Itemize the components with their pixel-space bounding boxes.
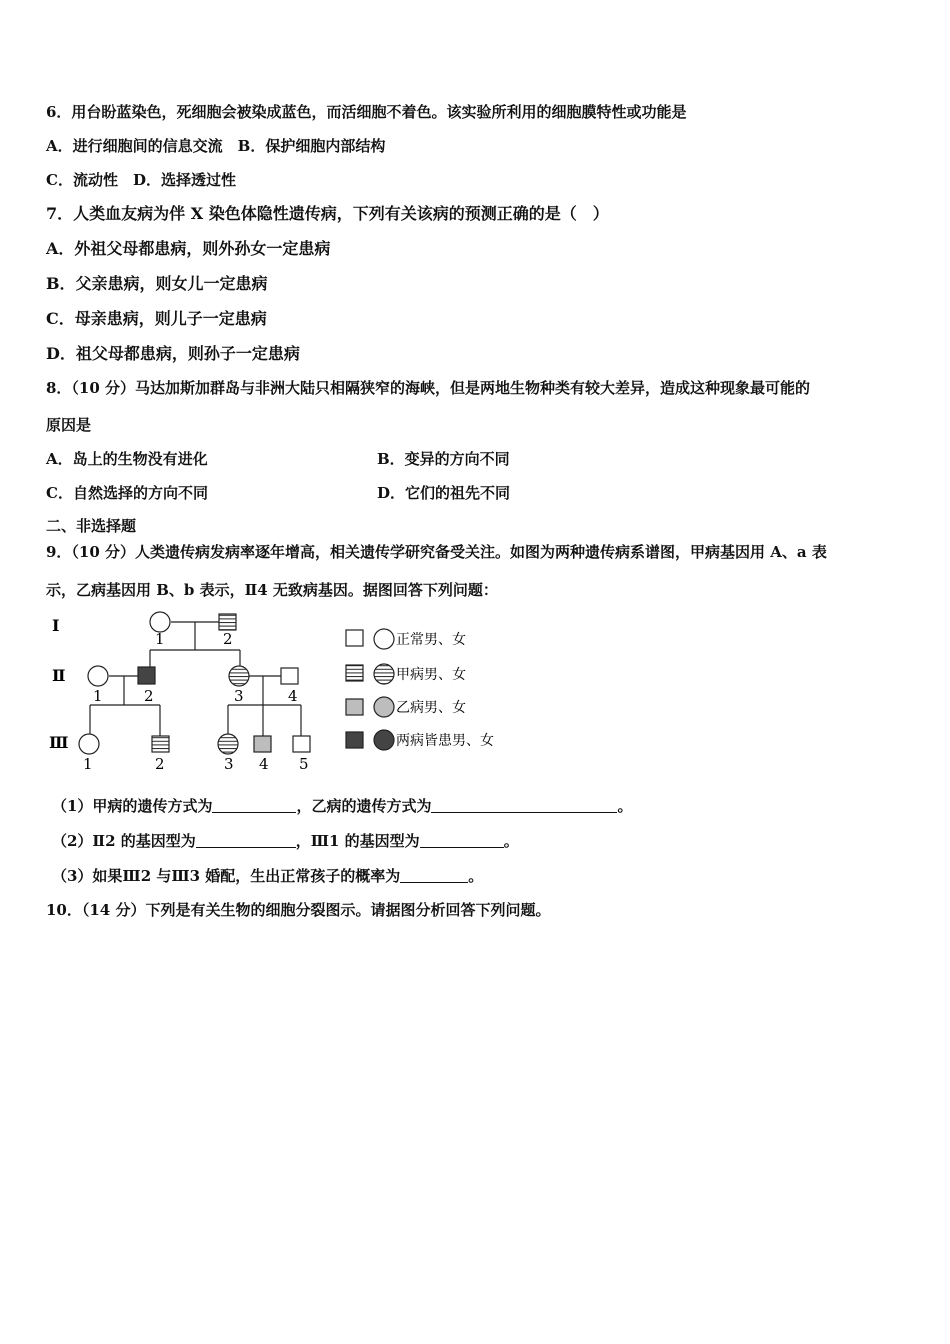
q9-stem-line2: 示，乙病基因用 B、b 表示，Ⅱ4 无致病基因。据图回答下列问题： <box>46 581 498 599</box>
q6-options-cd: C．流动性 D．选择透过性 <box>46 171 236 189</box>
q8-stem-line2: 原因是 <box>46 416 92 434</box>
legend-normal-label: 正常男、女 <box>396 632 466 648</box>
gen1-number-1: 1 <box>155 630 165 648</box>
gen3-male-5 <box>293 736 310 752</box>
q9-sub1 <box>52 796 632 816</box>
gen2-number-1: 1 <box>93 687 103 705</box>
q8-option-a: A．岛上的生物没有进化 <box>46 450 208 468</box>
legend-yi-male <box>346 699 363 715</box>
q10-stem: 10．（14 分）下列是有关生物的细胞分裂图示。请据图分析回答下列问题。 <box>46 901 551 919</box>
q8-option-b: B．变异的方向不同 <box>377 450 510 468</box>
q9-sub3 <box>52 866 483 886</box>
q9-sub2-part-a: （2）Ⅱ2 的基因型为 <box>52 832 196 850</box>
q8-stem-line1: 8．（10 分）马达加斯加群岛与非洲大陆只相隔狭窄的海峡，但是两地生物种类有较大差异，造成这种现象最可能的 <box>46 379 811 397</box>
gen3-number-2: 2 <box>155 755 165 773</box>
gen3-male-2 <box>152 736 169 752</box>
answer-blank-5[interactable] <box>400 867 468 883</box>
q9-sub1-part-a: （1）甲病的遗传方式为 <box>52 797 213 815</box>
legend-both-male <box>346 732 363 748</box>
gen1-male-2 <box>219 614 236 630</box>
q7-option-a: A．外祖父母都患病，则外孙女一定患病 <box>46 239 331 258</box>
gen2-number-2: 2 <box>144 687 154 705</box>
pedigree-lines <box>90 622 301 736</box>
q9-sub3-part-b: 。 <box>468 867 484 885</box>
legend-yi-female <box>374 697 394 717</box>
q9-sub2-part-c: 。 <box>503 832 519 850</box>
q8-option-c: C．自然选择的方向不同 <box>46 484 208 502</box>
gen3-number-1: 1 <box>83 755 93 773</box>
q6-options-ab: A．进行细胞间的信息交流 B．保护细胞内部结构 <box>46 137 386 155</box>
legend-jia-label: 甲病男、女 <box>396 667 466 683</box>
pedigree-chart <box>40 604 520 780</box>
q9-sub3-part-a: （3）如果Ⅲ2 与Ⅲ3 婚配，生出正常孩子的概率为 <box>52 867 401 885</box>
legend-both-female <box>374 730 394 750</box>
gen3-number-4: 4 <box>259 755 269 773</box>
q7-option-d: D．祖父母都患病，则孙子一定患病 <box>46 344 300 363</box>
legend-jia-female <box>374 664 394 684</box>
gen-label-2: Ⅱ <box>52 666 66 685</box>
q6-stem: 6．用台盼蓝染色，死细胞会被染成蓝色，而活细胞不着色。该实验所利用的细胞膜特性或功能是 <box>46 103 687 121</box>
section-heading: 二、非选择题 <box>46 517 137 535</box>
q9-stem-line1: 9．（10 分）人类遗传病发病率逐年增高，相关遗传学研究备受关注。如图为两种遗传病系谱图，甲病基因用 A、a 表 <box>46 543 827 561</box>
gen2-female-1 <box>88 666 108 686</box>
q9-sub1-part-c: 。 <box>617 797 633 815</box>
gen3-number-3: 3 <box>224 755 234 773</box>
gen2-number-4: 4 <box>288 687 298 705</box>
q9-sub2-part-b: ，Ⅲ1 的基因型为 <box>295 832 420 850</box>
answer-blank-3[interactable] <box>196 832 296 848</box>
q9-sub1-part-b: ，乙病的遗传方式为 <box>296 797 432 815</box>
q7-option-c: C．母亲患病，则儿子一定患病 <box>46 309 267 328</box>
gen2-female-3 <box>229 666 249 686</box>
gen3-female-3 <box>218 734 238 754</box>
q7-stem: 7．人类血友病为伴 X 染色体隐性遗传病，下列有关该病的预测正确的是（ ） <box>46 204 609 223</box>
legend-both-label: 两病皆患男、女 <box>396 733 494 749</box>
q8-option-d: D．它们的祖先不同 <box>377 484 511 502</box>
gen1-female-1 <box>150 612 170 632</box>
answer-blank-1[interactable] <box>212 797 296 813</box>
gen3-male-4 <box>254 736 271 752</box>
legend-yi-label: 乙病男、女 <box>396 700 466 716</box>
gen2-male-2 <box>138 667 155 684</box>
gen-label-3: Ⅲ <box>49 733 69 752</box>
legend-jia-male <box>346 665 363 681</box>
answer-blank-2[interactable] <box>431 797 617 813</box>
gen3-female-1 <box>79 734 99 754</box>
gen2-male-4 <box>281 668 298 684</box>
q9-sub2 <box>52 831 519 851</box>
answer-blank-4[interactable] <box>420 832 504 848</box>
gen2-number-3: 3 <box>234 687 244 705</box>
gen1-number-2: 2 <box>223 630 233 648</box>
legend-normal-female <box>374 629 394 649</box>
q7-option-b: B．父亲患病，则女儿一定患病 <box>46 274 268 293</box>
gen3-number-5: 5 <box>299 755 309 773</box>
gen-label-1: Ⅰ <box>52 616 60 635</box>
legend-normal-male <box>346 630 363 646</box>
